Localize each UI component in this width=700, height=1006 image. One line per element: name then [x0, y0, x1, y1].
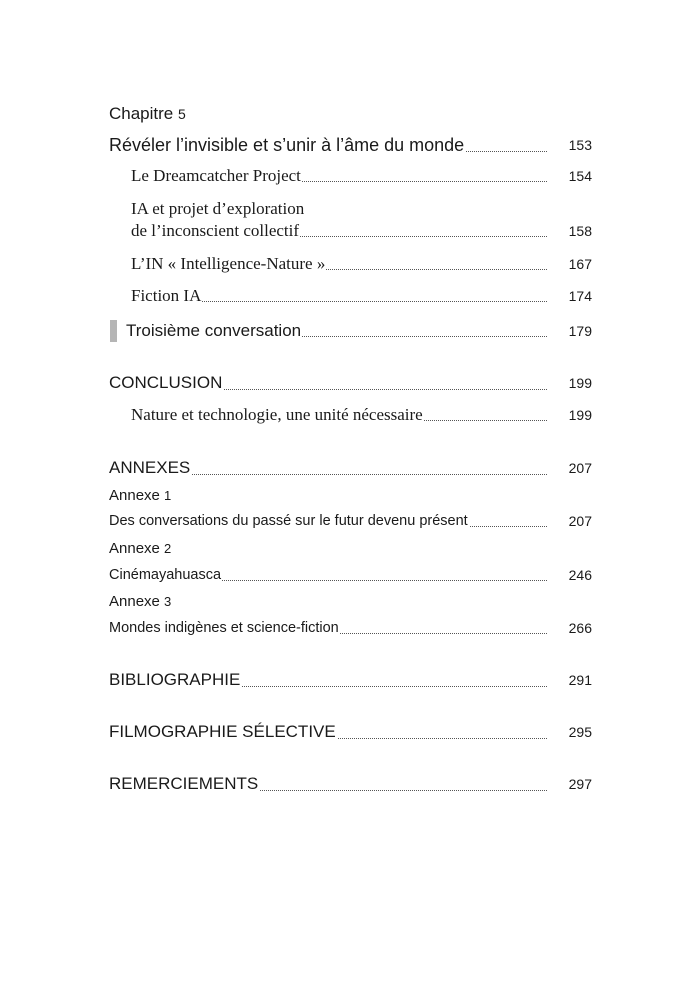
toc-page-number: 154 [568, 168, 592, 184]
toc-page-number: 167 [568, 256, 592, 272]
toc-entry-title: REMERCIEMENTS [109, 774, 259, 793]
toc-entry-bibliographie [0, 667, 700, 693]
toc-entry-reveler [0, 132, 700, 158]
toc-page-number: 207 [568, 460, 592, 476]
toc-page-number: 295 [568, 724, 592, 740]
toc-page-number: 297 [568, 776, 592, 792]
toc-entry-title: Troisième conversation [126, 321, 302, 340]
toc-entry-title: ANNEXES [109, 458, 191, 477]
annexe-heading-2 [109, 538, 700, 560]
toc-entry-nature-technologie [0, 403, 700, 427]
annexe-heading-3 [109, 591, 700, 613]
toc-entry-annexe-1 [0, 509, 700, 533]
toc-entry-title: FILMOGRAPHIE SÉLECTIVE [109, 722, 336, 741]
toc-page-number: 291 [568, 672, 592, 688]
toc-page-number: 158 [568, 223, 592, 239]
toc-entry-ia [0, 219, 700, 243]
annexe-word: Annexe [109, 487, 160, 504]
annexe-word: Annexe [109, 540, 160, 557]
toc-entry-remerciements [0, 771, 700, 797]
toc-entry-ia-line1: IA et projet d’exploration [131, 199, 305, 218]
toc-entry-title: BIBLIOGRAPHIE [109, 670, 241, 689]
toc-entry-annexe-2 [0, 563, 700, 587]
toc-entry-dreamcatcher [0, 164, 700, 188]
toc-entry-title: Mondes indigènes et science-fiction [109, 620, 339, 636]
toc-entry-title: Révéler l’invisible et s’unir à l’âme du monde [109, 135, 465, 155]
toc-page-number: 199 [568, 407, 592, 423]
toc-entry-title: Nature et technologie, une unité nécessaire [131, 405, 423, 424]
toc-page-number: 199 [568, 375, 592, 391]
toc-entry-title: Fiction IA [131, 286, 202, 305]
toc-entry-annexes [0, 455, 700, 481]
toc-entry-title: Cinémayahuasca [109, 567, 222, 583]
annexe-heading-1 [109, 485, 700, 507]
toc-entry-title: Des conversations du passé sur le futur devenu présent [109, 513, 468, 529]
toc-entry-title: CONCLUSION [109, 373, 223, 392]
annexe-number: 2 [164, 541, 172, 556]
toc-page-number: 246 [568, 567, 592, 583]
toc-page-number: 207 [568, 513, 592, 529]
annexe-number: 1 [164, 488, 172, 503]
toc-entry-conclusion [0, 370, 700, 396]
toc-entry-filmographie [0, 719, 700, 745]
toc-page-number: 266 [568, 620, 592, 636]
toc-page-number: 179 [568, 323, 592, 339]
chapter-number: 5 [178, 106, 186, 122]
toc-entry-annexe-3 [0, 616, 700, 640]
toc-entry-troisieme-conversation [0, 319, 700, 343]
annexe-number: 3 [164, 594, 172, 609]
toc-entry-title: Le Dreamcatcher Project [131, 166, 301, 185]
chapter-heading [109, 104, 700, 124]
toc-entry-title: de l’inconscient collectif [131, 221, 300, 240]
toc-page-number: 174 [568, 288, 592, 304]
toc-entry-fiction-ia [0, 284, 700, 308]
toc-entry-intelligence-nature [0, 252, 700, 276]
annexe-word: Annexe [109, 593, 160, 610]
toc-page-number: 153 [568, 137, 592, 153]
toc-entry-title: L’IN « Intelligence-Nature » [131, 254, 326, 273]
chapter-word: Chapitre [109, 104, 174, 123]
